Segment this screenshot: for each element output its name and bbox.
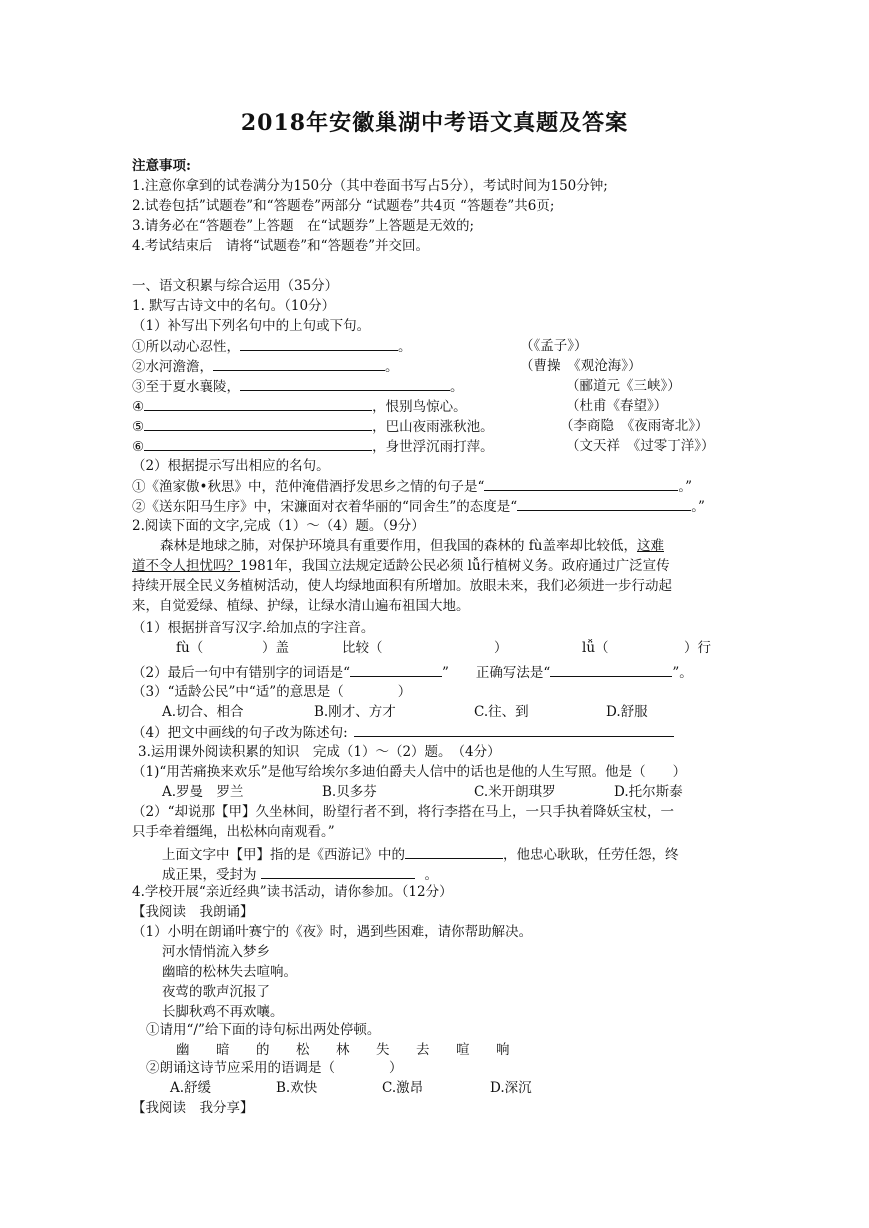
answer-blank[interactable] bbox=[240, 336, 398, 351]
fill-line-5: ⑤ ，巴山夜雨涨秋池。 bbox=[132, 416, 494, 437]
fill-line-2: ②水河澹澹， 。 bbox=[132, 356, 399, 377]
pinyin-xing: ）行 bbox=[684, 640, 711, 656]
notice-heading: 注意事项: bbox=[132, 158, 191, 174]
activity-heading-read-recite: 【我阅读 我朗诵】 bbox=[132, 904, 254, 920]
pinyin-fu: fù（ bbox=[176, 640, 204, 656]
poem-line: 长脚秋鸡不再欢嚷。 bbox=[162, 1004, 284, 1020]
question-1-title: 1. 默写古诗文中的名句。（10分） bbox=[132, 298, 336, 314]
poem-line: 河水情悄流入梦乡 bbox=[162, 944, 270, 960]
answer-blank[interactable] bbox=[144, 416, 372, 431]
source-citation: （曹操 《观沧海》） bbox=[520, 358, 642, 374]
option: D.舒服 bbox=[606, 704, 648, 720]
poem-char: 幽 bbox=[176, 1042, 190, 1058]
question-2-sub3: （3）“适龄公民”中“适”的意思是（ ） bbox=[132, 684, 412, 700]
poem-char: 林 bbox=[336, 1042, 350, 1058]
option: B.欢快 bbox=[276, 1080, 318, 1096]
option: A.舒缓 bbox=[170, 1080, 212, 1096]
answer-blank[interactable] bbox=[354, 722, 674, 737]
pinyin-lv: lǚ（ bbox=[582, 640, 609, 656]
question-2-title: 2.阅读下面的文字,完成（1）～（4）题。（9分） bbox=[132, 518, 425, 534]
option: A.罗曼 罗兰 bbox=[162, 784, 244, 800]
answer-blank[interactable] bbox=[213, 356, 385, 371]
passage-line: 森林是地球之肺，对保护环境具有重要作用，但我国的森林的 fù盖率却比较低，这难 bbox=[160, 538, 664, 554]
fill-line-1: ①所以动心忍性， 。 bbox=[132, 336, 412, 357]
poem-char: 暗 bbox=[216, 1042, 230, 1058]
option: B.贝多芬 bbox=[322, 784, 377, 800]
hint-line-2: ②《送东阳马生序》中，宋濂面对衣着华丽的“同舍生”的态度是“ 。” bbox=[132, 496, 705, 517]
question-3-title: 3.运用课外阅读积累的知识 完成（1）～（2）题。 （4分） bbox=[138, 744, 501, 760]
source-citation: （《孟子》） bbox=[520, 338, 588, 354]
answer-blank[interactable] bbox=[517, 496, 691, 511]
source-citation: （李商隐 《夜雨寄北》） bbox=[560, 418, 709, 434]
poem-char-row bbox=[176, 1038, 536, 1058]
question-2-sub1: （1）根据拼音写汉字.给加点的字注音。 bbox=[132, 620, 375, 636]
question-3-fill-1: 上面文字中【甲】指的是《西游记》中的 ，他忠心耿耿，任劳任怨，终 bbox=[162, 844, 679, 865]
question-4-sub1: （1）小明在朗诵叶赛宁的《夜》时，遇到些困难，请你帮助解决。 bbox=[132, 924, 533, 940]
question-1-sub2: （2）根据提示写出相应的名句。 bbox=[132, 458, 330, 474]
poem-char: 去 bbox=[416, 1042, 430, 1058]
question-4-part1: ①请用“/”给下面的诗句标出两处停顿。 bbox=[146, 1022, 381, 1038]
question-2-sub4: （4）把文中画线的句子改为陈述句: bbox=[132, 722, 674, 743]
page-title: 2018年安徽巢湖中考语文真题及答案 bbox=[240, 110, 629, 136]
option: D.深沉 bbox=[490, 1080, 532, 1096]
fill-line-4: ④ ，恨别鸟惊心。 bbox=[132, 396, 467, 417]
option: C.米开朗琪罗 bbox=[474, 784, 556, 800]
poem-char: 失 bbox=[376, 1042, 390, 1058]
passage-line: 来，自觉爱绿、植绿、护绿，让绿水清山遍布祖国大地。 bbox=[132, 598, 470, 614]
question-1-sub1: （1）补写出下列名句中的上句或下句。 bbox=[132, 318, 371, 334]
option: D.托尔斯泰 bbox=[614, 784, 683, 800]
poem-char: 的 bbox=[256, 1042, 270, 1058]
notice-item: 4.考试结束后 请将“试题卷”和“答题卷”并交回。 bbox=[132, 238, 429, 254]
source-citation: （郦道元《三峡》） bbox=[566, 378, 681, 394]
question-3-sub1: （1)“用苦痛换来欢乐”是他写给埃尔多迪伯爵夫人信中的话也是他的人生写照。他是（ ） bbox=[132, 764, 687, 780]
answer-blank[interactable] bbox=[144, 436, 372, 451]
notice-item: 3.请务必在“答题卷”上答题 在“试题券”上答题是无效的; bbox=[132, 218, 475, 234]
answer-blank[interactable] bbox=[240, 376, 450, 391]
notice-item: 2.试卷包括”试题卷”和“答题卷”两部分 “试题卷”共4页 “答题卷”共6页; bbox=[132, 198, 555, 214]
hint-line-1: ①《渔家傲•秋思》中，范仲淹借酒抒发思乡之情的句子是“ 。” bbox=[132, 476, 692, 497]
passage-line: 道不令人担忧吗？1981年，我国立法规定适龄公民必须 lǚ行植树义务。政府通过广泛宣传 bbox=[132, 558, 670, 574]
option: A.切合、相合 bbox=[162, 704, 244, 720]
fill-line-3: ③至于夏水襄陵， 。 bbox=[132, 376, 464, 397]
section-heading: 一、语文积累与综合运用（35分） bbox=[132, 278, 339, 294]
poem-line: 夜莺的歌声沉报了 bbox=[162, 984, 270, 1000]
question-2-sub2: （2）最后一句中有错别字的词语是“ ” 正确写法是“ ”。 bbox=[132, 662, 693, 683]
pinyin-jiao: 比较（ bbox=[342, 640, 383, 656]
answer-blank[interactable] bbox=[144, 396, 372, 411]
poem-line: 幽暗的松林失去喧响。 bbox=[162, 964, 297, 980]
question-3-sub2-cont: 只手牵着缰绳，出松林向南观看。” bbox=[132, 824, 335, 840]
answer-blank[interactable] bbox=[261, 864, 415, 879]
poem-char: 喧 bbox=[456, 1042, 470, 1058]
question-3-fill-2: 成正果，受封为 。 bbox=[162, 864, 438, 885]
question-3-sub2: （2）“却说那【甲】久坐林间，盼望行者不到，将行李搭在马上，一只手执着降妖宝杖，一 bbox=[132, 804, 674, 820]
fill-line-6: ⑥ ，身世浮沉雨打萍。 bbox=[132, 436, 494, 457]
answer-blank[interactable] bbox=[350, 662, 442, 677]
poem-char: 松 bbox=[296, 1042, 310, 1058]
answer-blank[interactable] bbox=[405, 844, 503, 859]
source-citation: （杜甫《春望》） bbox=[566, 398, 668, 414]
option: C.激昂 bbox=[382, 1080, 424, 1096]
option: B.刚才、方才 bbox=[314, 704, 396, 720]
answer-blank[interactable] bbox=[484, 476, 678, 491]
question-4-title: 4.学校开展“亲近经典”读书活动，请你参加。（12分） bbox=[132, 884, 453, 900]
option: C.往、到 bbox=[474, 704, 529, 720]
passage-line: 持续开展全民义务植树活动，使人均绿地面积有所增加。放眼未来，我们必须进一步行动起 bbox=[132, 578, 672, 594]
activity-heading-read-share: 【我阅读 我分享】 bbox=[132, 1100, 254, 1116]
pinyin-close: ） bbox=[494, 640, 508, 656]
answer-blank[interactable] bbox=[550, 662, 672, 677]
question-4-part2: ②朗诵这诗节应采用的语调是（ ） bbox=[146, 1060, 403, 1076]
poem-char: 响 bbox=[496, 1042, 510, 1058]
pinyin-gai: ）盖 bbox=[262, 640, 289, 656]
source-citation: （文天祥 《过零丁洋》） bbox=[566, 438, 715, 454]
notice-item: 1.注意你拿到的试卷满分为150分（其中卷面书写占5分），考试时间为150分钟; bbox=[132, 178, 608, 194]
